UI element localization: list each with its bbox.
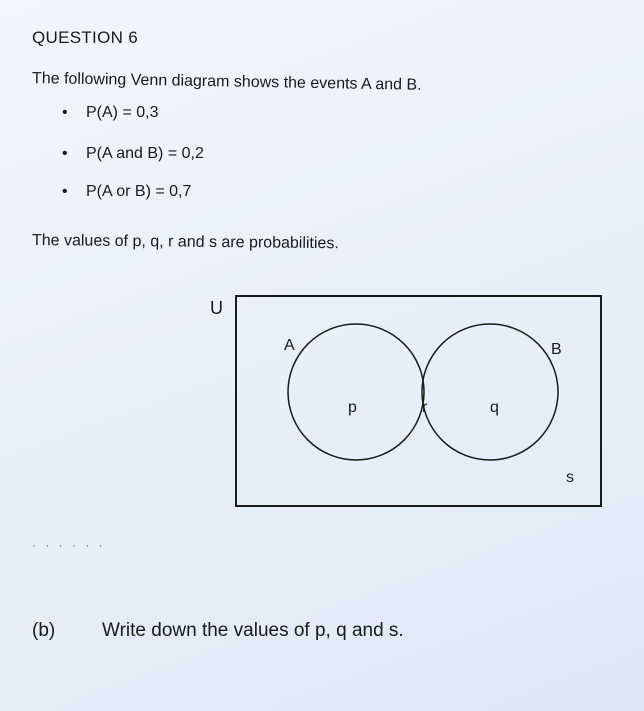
universal-label: U <box>210 298 223 318</box>
fact-item <box>62 104 158 122</box>
region-intersection-label: r <box>422 399 428 416</box>
section-divider: · · · · · · <box>32 538 106 552</box>
fact-item <box>62 145 204 163</box>
bullet-icon: • <box>62 183 68 200</box>
region-outside-label: s <box>566 469 574 486</box>
fact-text: P(A and B) = 0,2 <box>86 145 204 162</box>
probabilities-note: The values of p, q, r and s are probabilities. <box>31 232 339 253</box>
part-b-text: Write down the values of p, q and s. <box>102 620 404 641</box>
question-heading: QUESTION 6 <box>32 28 138 47</box>
fact-item <box>62 183 191 201</box>
part-b-label: (b) <box>32 620 56 641</box>
region-a-only-label: p <box>348 399 357 416</box>
bullet-icon: • <box>62 145 68 162</box>
fact-text: P(A) = 0,3 <box>86 104 159 121</box>
question-intro: The following Venn diagram shows the events A and B. <box>31 70 422 94</box>
fact-text: P(A or B) = 0,7 <box>86 183 192 200</box>
bullet-icon: • <box>62 104 68 121</box>
set-b-circle <box>422 324 558 460</box>
venn-diagram <box>200 288 610 518</box>
universal-set-box <box>236 296 601 506</box>
part-b <box>32 620 404 642</box>
set-a-label: A <box>284 337 295 354</box>
region-b-only-label: q <box>490 399 499 416</box>
set-b-label: B <box>551 341 562 358</box>
set-a-circle <box>288 324 424 460</box>
